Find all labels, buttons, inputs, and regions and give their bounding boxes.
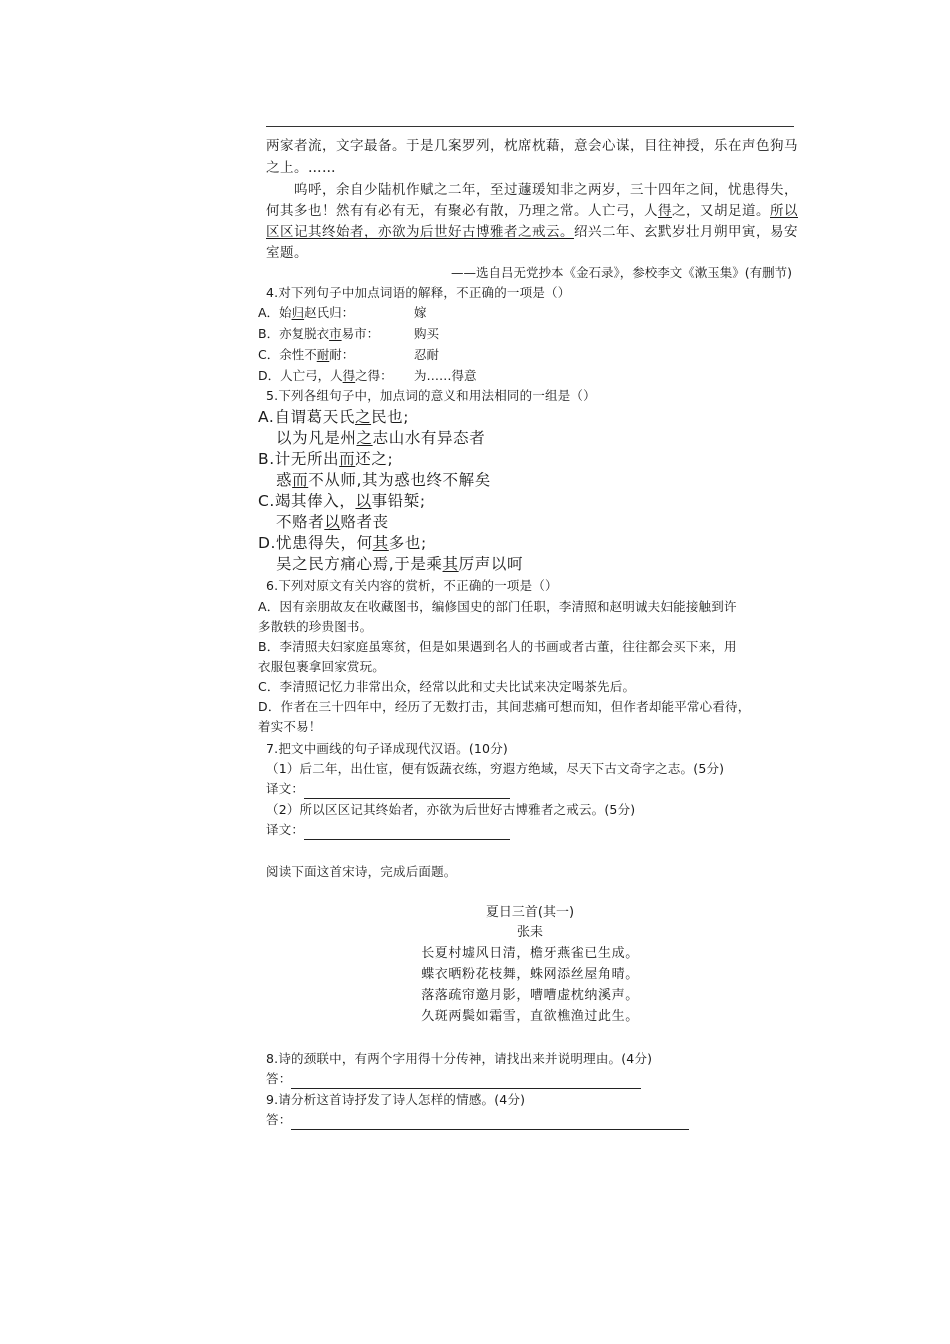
question-5-stem: 5.下列各组句子中，加点词的意义和用法相同的一组是（）: [266, 388, 596, 403]
poem-line: 久斑两鬓如霜雪，直欲樵渔过此生。: [421, 1009, 639, 1024]
underlined-sentence: 所以: [770, 203, 798, 219]
passage-line: [266, 201, 798, 221]
q5-option-d-2: 吴之民方痛心焉,于是乘其厉声以呵: [276, 555, 524, 573]
passage-source: ——选自吕无党抄本《金石录》，参校李文《漱玉集》(有删节): [450, 265, 792, 280]
passage-line: 室题。: [266, 245, 308, 261]
q4-option-b: B．亦复脱衣市易市：: [258, 326, 380, 341]
q5-option-d-1: D.忧患得失，何其多也;: [258, 534, 427, 552]
q6-option-b-cont: 衣服包裹拿回家赏玩。: [258, 659, 386, 674]
passage-line: [266, 222, 798, 242]
q4-option-d-value: 为……得意: [414, 368, 477, 383]
q6-option-a: A．因有亲朋故友在收藏图书，编修国史的部门任职，李清照和赵明诚夫妇能接触到许: [258, 599, 737, 614]
q7-answer-1: [266, 779, 510, 799]
q9-answer: [266, 1110, 689, 1130]
dotted-word: 得: [658, 203, 672, 219]
poem-author: 张耒: [516, 925, 543, 940]
poem-line: 落落疏帘邀月影，嘈嘈虚枕纳溪声。: [421, 988, 639, 1003]
q4-option-b-value: 购买: [414, 326, 440, 341]
passage-line: 之上。……: [266, 160, 336, 176]
q6-option-b: B．李清照夫妇家庭虽寒贫，但是如果遇到名人的书画或者古董，往往都会买下来，用: [258, 639, 737, 654]
passage-line: 两家者流，文字最备。于是几案罗列，枕席枕藉，意会心谋，目往神授，乐在声色狗马: [266, 138, 798, 154]
question-8-stem: 8.诗的颈联中，有两个字用得十分传神，请找出来并说明理由。(4分): [266, 1051, 653, 1066]
q6-option-d-cont: 着实不易！: [258, 719, 322, 734]
answer-blank[interactable]: [304, 783, 510, 799]
passage-text: 何其多也！然有有必有无，有聚必有散，乃理之常。人亡弓，人: [266, 203, 658, 219]
poem-line: 长夏村墟风日清，檐牙燕雀已生成。: [421, 946, 639, 961]
question-4-stem: 4.对下列句子中加点词语的解释，不正确的一项是（）: [266, 285, 571, 300]
passage-text: 之，又胡足道。: [672, 203, 770, 219]
passage-text: 绍兴二年、玄黓岁壮月朔甲寅，易安: [574, 224, 798, 240]
q4-option-d: D．人亡弓，人得之得：: [258, 368, 393, 383]
answer-label: 答：: [266, 1071, 292, 1086]
q4-option-c-value: 忍耐: [414, 347, 440, 362]
answer-label: 译文：: [266, 822, 305, 837]
answer-blank[interactable]: [291, 1114, 689, 1130]
q4-option-a: A．始归赵氏归：: [258, 305, 355, 320]
question-7-stem: 7.把文中画线的句子译成现代汉语。(10分): [266, 741, 508, 756]
q7-answer-2: [266, 820, 510, 840]
poem-line: 蝶衣晒粉花枝舞，蛛网添丝屋角晴。: [421, 967, 639, 982]
q7-sentence-2: （2）所以区区记其终始者，亦欲为后世好古博雅者之戒云。(5分): [266, 802, 636, 817]
q5-option-b-1: B.计无所出而还之;: [258, 450, 394, 468]
poem-title: 夏日三首(其一): [485, 905, 575, 920]
answer-blank[interactable]: [304, 824, 510, 840]
q5-option-c-1: C.竭其俸入，以事铅椠;: [258, 492, 426, 510]
q4-option-a-value: 嫁: [414, 305, 427, 320]
q5-option-b-2: 惑而不从师,其为惑也终不解矣: [276, 471, 491, 489]
answer-label: 答：: [266, 1112, 292, 1127]
answer-blank[interactable]: [291, 1073, 641, 1089]
header-rule: [266, 126, 794, 127]
answer-label: 译文：: [266, 781, 305, 796]
question-9-stem: 9.请分析这首诗抒发了诗人怎样的情感。(4分): [266, 1092, 526, 1107]
q6-option-a-cont: 多散轶的珍贵图书。: [258, 619, 373, 634]
q8-answer: [266, 1069, 641, 1089]
underlined-sentence: 区区记其终始者，亦欲为后世好古博雅者之戒云。: [266, 224, 574, 240]
question-6-stem: 6.下列对原文有关内容的赏析，不正确的一项是（）: [266, 578, 558, 593]
q5-option-a-2: 以为凡是州之志山水有异态者: [276, 429, 486, 447]
q5-option-a-1: A.自谓葛天氏之民也;: [258, 408, 410, 426]
q4-option-c: C．余性不耐耐：: [258, 347, 355, 362]
q6-option-c: C．李清照记忆力非常出众，经常以此和丈夫比试来决定喝茶先后。: [258, 679, 636, 694]
q6-option-d: D．作者在三十四年中，经历了无数打击，其间悲痛可想而知，但作者却能平常心看待，: [258, 699, 751, 714]
reading-intro: 阅读下面这首宋诗，完成后面题。: [266, 864, 457, 879]
passage-line: 呜呼，余自少陆机作赋之二年，至过蘧瑗知非之两岁，三十四年之间，忧患得失，: [266, 182, 798, 198]
q7-sentence-1: （1）后二年，出仕宦，便有饭蔬衣练，穷遐方绝域，尽天下古文奇字之志。(5分): [266, 761, 725, 776]
q5-option-c-2: 不赂者以赂者丧: [276, 513, 389, 531]
